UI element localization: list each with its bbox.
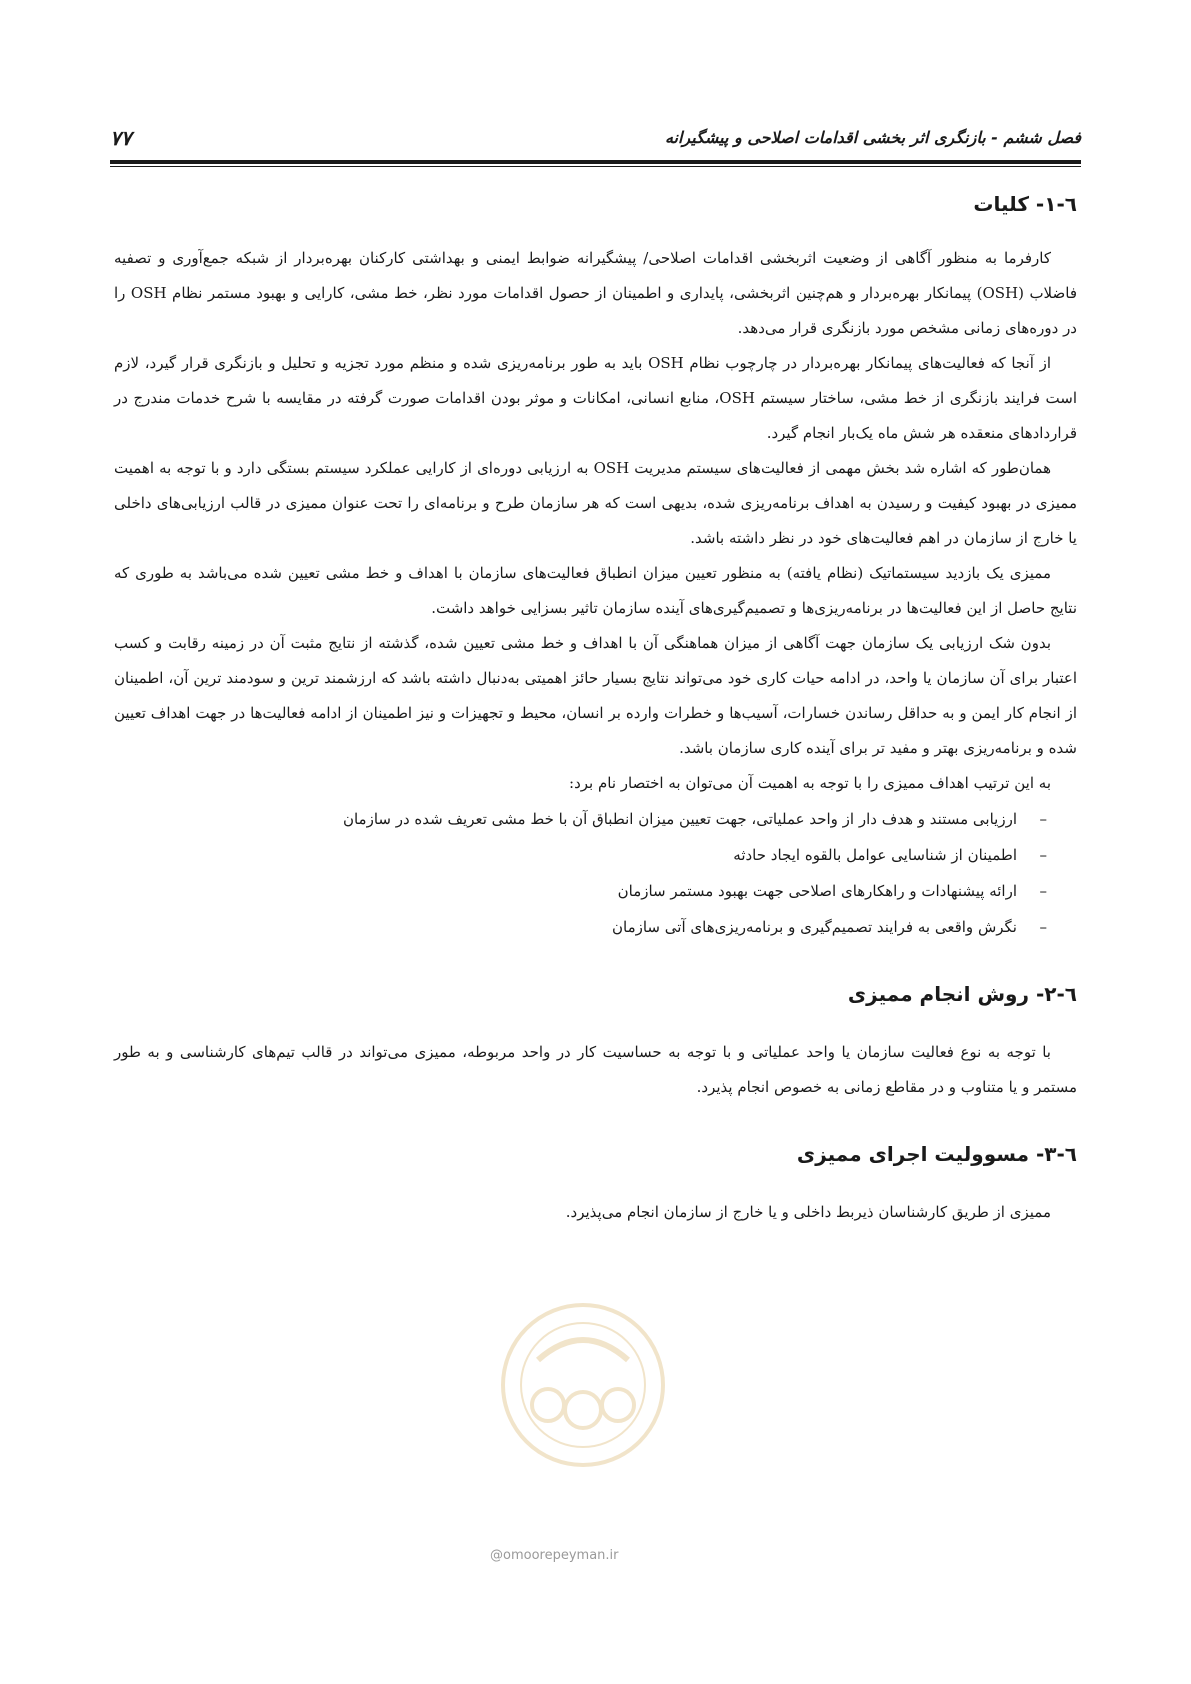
- header-rule-thick: [110, 160, 1081, 164]
- list-lead: به این ترتیب اهداف ممیزی را با توجه به اهمیت آن می‌توان به اختصار نام برد:: [569, 774, 1051, 792]
- paragraph: از آنجا که فعالیت‌های پیمانکار بهره‌بردار در چارچوب نظام OSH باید به طور برنامه‌ریزی شده و منظم مورد تجزیه و تحلیل و بازنگری قرار گیرد، لازم است فرایند بازنگری از خط مشی، ساختار سیستم OSH، منابع انسانی، امکانات و موثر بودن اقدامات صورت گرفته در مقایسه با شرح خدمات مندرج در قراردادهای منعقده هر شش ماه یک‌بار انجام گیرد.: [114, 354, 1077, 442]
- at-icon: @: [490, 1548, 503, 1563]
- watermark-site: @omoorepeyman.ir: [490, 1548, 619, 1563]
- list-item: – ارزیابی مستند و هدف دار از واحد عملیاتی، جهت تعیین میزان انطباق آن با خط مشی تعریف شده در سازمان: [114, 801, 1047, 837]
- paragraph: بدون شک ارزیابی یک سازمان جهت آگاهی از میزان هماهنگی آن با اهداف و خط مشی تعیین شده، گذشته از نتایج مثبت آن در زمینه رقابت و کسب اعتبار برای آن سازمان یا واحد، در ادامه حیات کاری خود می‌تواند نتایج بسیار حائز اهمیتی به‌دنبال داشته باشد که ارزشمند ترین و سودمند ترین آن، اطمینان از انجام کار ایمن و به حداقل رساندن خسارات، آسیب‌ها و خطرات وارده بر انسان، محیط و تجهیزات و نیز اطمینان از ادامه فعالیت‌ها در جهت اهداف تعیین شده و برنامه‌ریزی بهتر و مفید تر برای آینده کاری سازمان باشد.: [114, 634, 1077, 757]
- section-heading-3: ٦-۳- مسوولیت اجرای ممیزی: [796, 1142, 1077, 1166]
- paragraph: همان‌طور که اشاره شد بخش مهمی از فعالیت‌های سیستم مدیریت OSH به ارزیابی دوره‌ای از کارایی عملکرد سیستم بستگی دارد و با توجه به اهمیت ممیزی در بهبود کیفیت و رسیدن به اهداف برنامه‌ریزی شده، بدیهی است که هر سازمان طرح و برنامه‌ای را تحت عنوان ممیزی در قالب ارزیابی‌های داخلی یا خارج از سازمان در اهم فعالیت‌های خود در نظر داشته باشد.: [114, 459, 1077, 547]
- dash-bullet: –: [1039, 846, 1047, 864]
- dash-bullet: –: [1039, 918, 1047, 936]
- dash-bullet: –: [1039, 882, 1047, 900]
- list-item: – نگرش واقعی به فرایند تصمیم‌گیری و برنامه‌ریزی‌های آتی سازمان: [114, 909, 1047, 945]
- paragraph: با توجه به نوع فعالیت سازمان یا واحد عملیاتی و با توجه به حساسیت کار در واحد مربوطه، ممیزی می‌تواند در قالب تیم‌های کارشناسی و به طور مستمر و یا متناوب و در مقاطع زمانی به خصوص انجام پذیرد.: [114, 1043, 1077, 1096]
- paragraph: ممیزی از طریق کارشناسان ذیربط داخلی و یا خارج از سازمان انجام می‌پذیرد.: [565, 1203, 1051, 1221]
- paragraph: کارفرما به منظور آگاهی از وضعیت اثربخشی اقدامات اصلاحی/ پیشگیرانه ضوابط ایمنی و بهداشتی کارکنان بهره‌بردار از شبکه جمع‌آوری و تصفیه فاضلاب (OSH) پیمانکار بهره‌بردار و هم‌چنین اثربخشی، پایداری و اطمینان از حصول اقدامات مورد نظر، خط مشی، کارایی و بهبود مستمر نظام OSH را در دوره‌های زمانی مشخص مورد بازنگری قرار می‌دهد.: [114, 249, 1077, 337]
- chapter-title: فصل ششم - بازنگری اثر بخشی اقدامات اصلاحی و پیشگیرانه: [664, 128, 1081, 147]
- dash-bullet: –: [1039, 810, 1047, 828]
- list-item: – ارائه پیشنهادات و راهکارهای اصلاحی جهت بهبود مستمر سازمان: [114, 873, 1047, 909]
- page-content: [114, 185, 1077, 1230]
- paragraph: ممیزی یک بازدید سیستماتیک (نظام یافته) به منظور تعیین میزان انطباق فعالیت‌های سازمان با اهداف و خط مشی تعیین شده می‌باشد به طوری که نتایج حاصل از این فعالیت‌ها در برنامه‌ریزی‌ها و تصمیم‌گیری‌های آینده سازمان تاثیر بسزایی خواهد داشت.: [114, 564, 1077, 617]
- header-rule-thin: [110, 166, 1081, 167]
- page-number: ۷۷: [110, 126, 132, 150]
- list-item: – اطمینان از شناسایی عوامل بالقوه ایجاد حادثه: [114, 837, 1047, 873]
- section-heading-2: ٦-۲- روش انجام ممیزی: [847, 982, 1077, 1006]
- objectives-list: [114, 801, 1077, 945]
- section-heading-1: ٦-۱- کلیات: [973, 192, 1077, 216]
- watermark-seal-icon: [498, 1300, 668, 1470]
- page-header: [110, 128, 1081, 164]
